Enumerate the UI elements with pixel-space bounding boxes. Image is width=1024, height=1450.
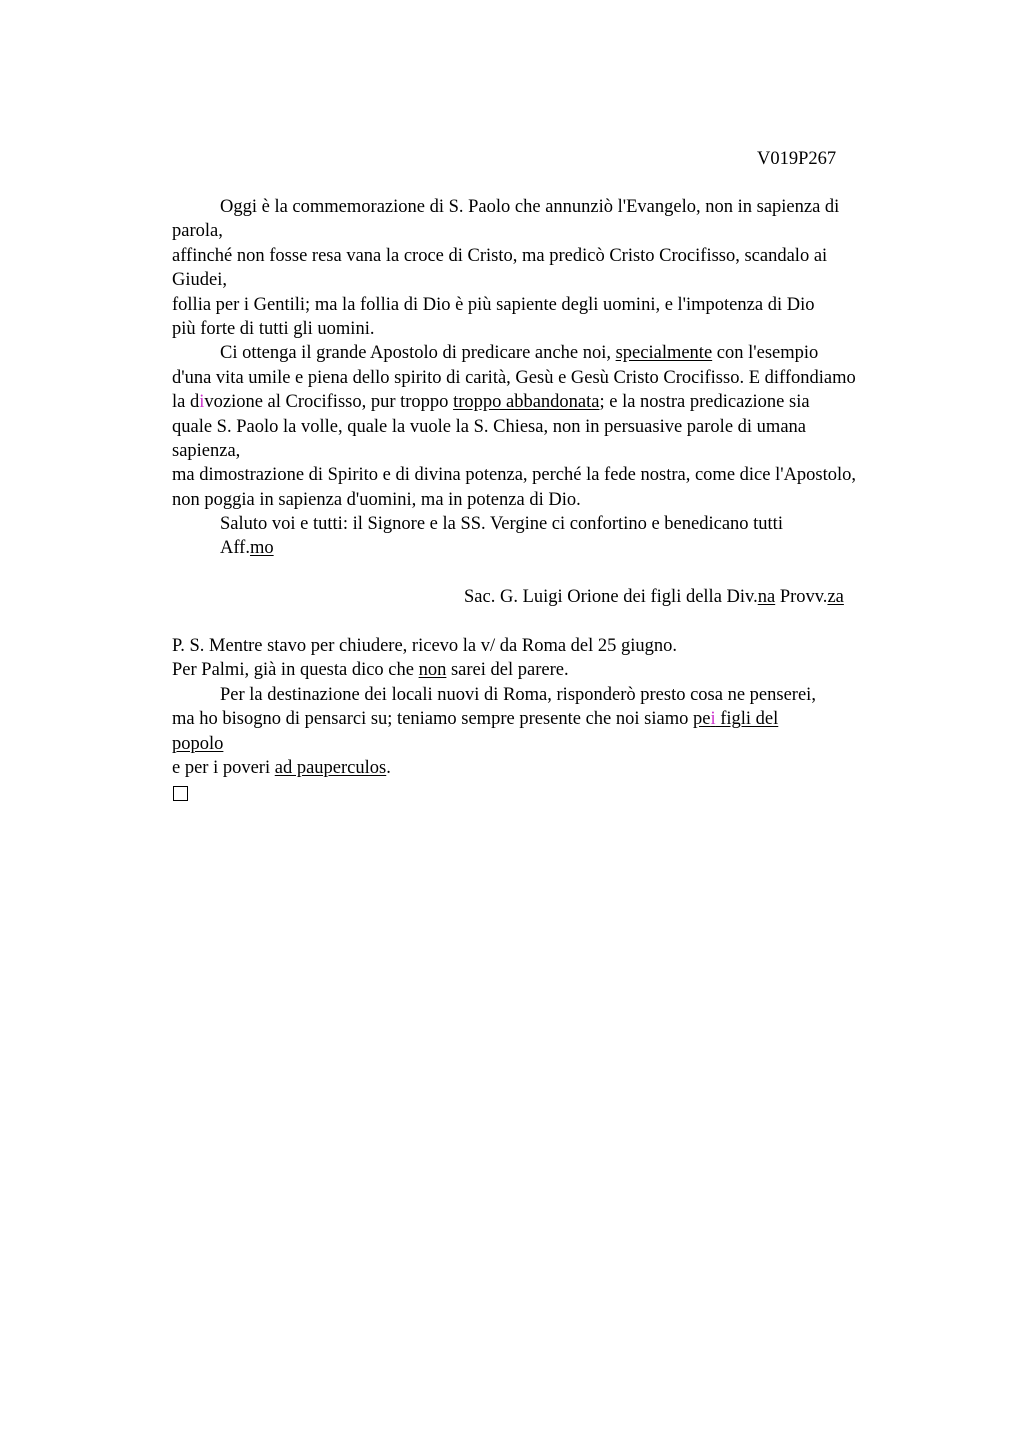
text-run: e per i poveri bbox=[172, 757, 275, 778]
ps-line-4 bbox=[172, 707, 972, 731]
text-run: Sac. G. Luigi Orione dei figli della Div. bbox=[464, 587, 758, 608]
highlighted-letter: i bbox=[710, 709, 716, 730]
text-run: con l'esempio bbox=[712, 343, 819, 364]
blank-line bbox=[172, 561, 972, 585]
p1-line-2: parola, bbox=[172, 221, 223, 242]
p2-line-4: quale S. Paolo la volle, quale la vuole la S. Chiesa, non in persuasive parole di umana bbox=[172, 416, 806, 437]
p1-line-5: follia per i Gentili; ma la follia di Dio è più sapiente degli uomini, e l'impotenza di Dio bbox=[172, 294, 815, 315]
text-run: ; e la nostra predicazione sia bbox=[599, 392, 810, 413]
underlined-word: specialmente bbox=[615, 343, 713, 364]
text-run: figli del bbox=[715, 709, 779, 730]
page-code: V019P267 bbox=[757, 149, 837, 169]
text-run: Ci ottenga il grande Apostolo di predicare anche noi, bbox=[220, 343, 616, 364]
p3-line-1: Saluto voi e tutti: il Signore e la SS. Vergine ci confortino e benedicano tutti bbox=[220, 514, 783, 535]
p1-line-3: affinché non fosse resa vana la croce di Cristo, ma predicò Cristo Crocifisso, scandalo ai bbox=[172, 245, 828, 266]
p1-line-1: Oggi è la commemorazione di S. Paolo che annunziò l'Evangelo, non in sapienza di bbox=[220, 197, 840, 217]
text-run: ma ho bisogno di pensarci su; teniamo sempre presente che noi siamo bbox=[172, 709, 693, 730]
signature bbox=[172, 585, 972, 609]
text-run: vozione al Crocifisso, pur troppo bbox=[204, 392, 454, 413]
ps-line-3: Per la destinazione dei locali nuovi di Roma, risponderò presto cosa ne penserei, bbox=[220, 684, 816, 705]
p2-line-2: d'una vita umile e piena dello spirito di carità, Gesù e Gesù Cristo Crocifisso. E diffondiamo bbox=[172, 367, 856, 388]
ps-line-1: P. S. Mentre stavo per chiudere, ricevo la v/ da Roma del 25 giugno. bbox=[172, 636, 678, 657]
ps-line-5 bbox=[172, 732, 972, 756]
p2-line-6: ma dimostrazione di Spirito e di divina potenza, perché la fede nostra, come dice l'Apostolo, bbox=[172, 465, 857, 486]
text-run: Aff. bbox=[220, 538, 250, 559]
text-run: sarei del parere. bbox=[446, 660, 569, 681]
end-marker-line bbox=[172, 780, 972, 804]
p1-line-6: più forte di tutti gli uomini. bbox=[172, 318, 375, 339]
text-run: . bbox=[386, 757, 391, 778]
square-box-icon bbox=[173, 786, 188, 801]
underlined-phrase: ad pauperculos bbox=[274, 757, 387, 778]
text-run: Per Palmi, già in questa dico che bbox=[172, 660, 419, 681]
highlighted-letter: i bbox=[199, 392, 205, 413]
p2-line-1 bbox=[172, 341, 972, 365]
signature-abbrev-2: za bbox=[827, 587, 844, 608]
text-run: Provv. bbox=[775, 587, 828, 608]
ps-line-6 bbox=[172, 756, 972, 780]
underlined-phrase: troppo abbandonata bbox=[453, 392, 600, 413]
underlined-word: popolo bbox=[172, 733, 224, 754]
underlined-phrase bbox=[693, 709, 778, 729]
ps-line-2 bbox=[172, 658, 972, 682]
closing bbox=[172, 536, 972, 560]
p2-line-3 bbox=[172, 390, 972, 414]
p2-line-5: sapienza, bbox=[172, 440, 241, 461]
underlined-word: non bbox=[418, 660, 447, 681]
p1-line-4: Giudei, bbox=[172, 270, 227, 291]
text-run: pe bbox=[692, 709, 711, 730]
letter-body bbox=[172, 195, 972, 805]
signature-abbrev-1: na bbox=[757, 587, 776, 608]
blank-line bbox=[172, 610, 972, 634]
p2-line-7: non poggia in sapienza d'uomini, ma in potenza di Dio. bbox=[172, 489, 581, 510]
text-run: la d bbox=[172, 392, 200, 413]
closing-abbrev: mo bbox=[249, 538, 274, 559]
